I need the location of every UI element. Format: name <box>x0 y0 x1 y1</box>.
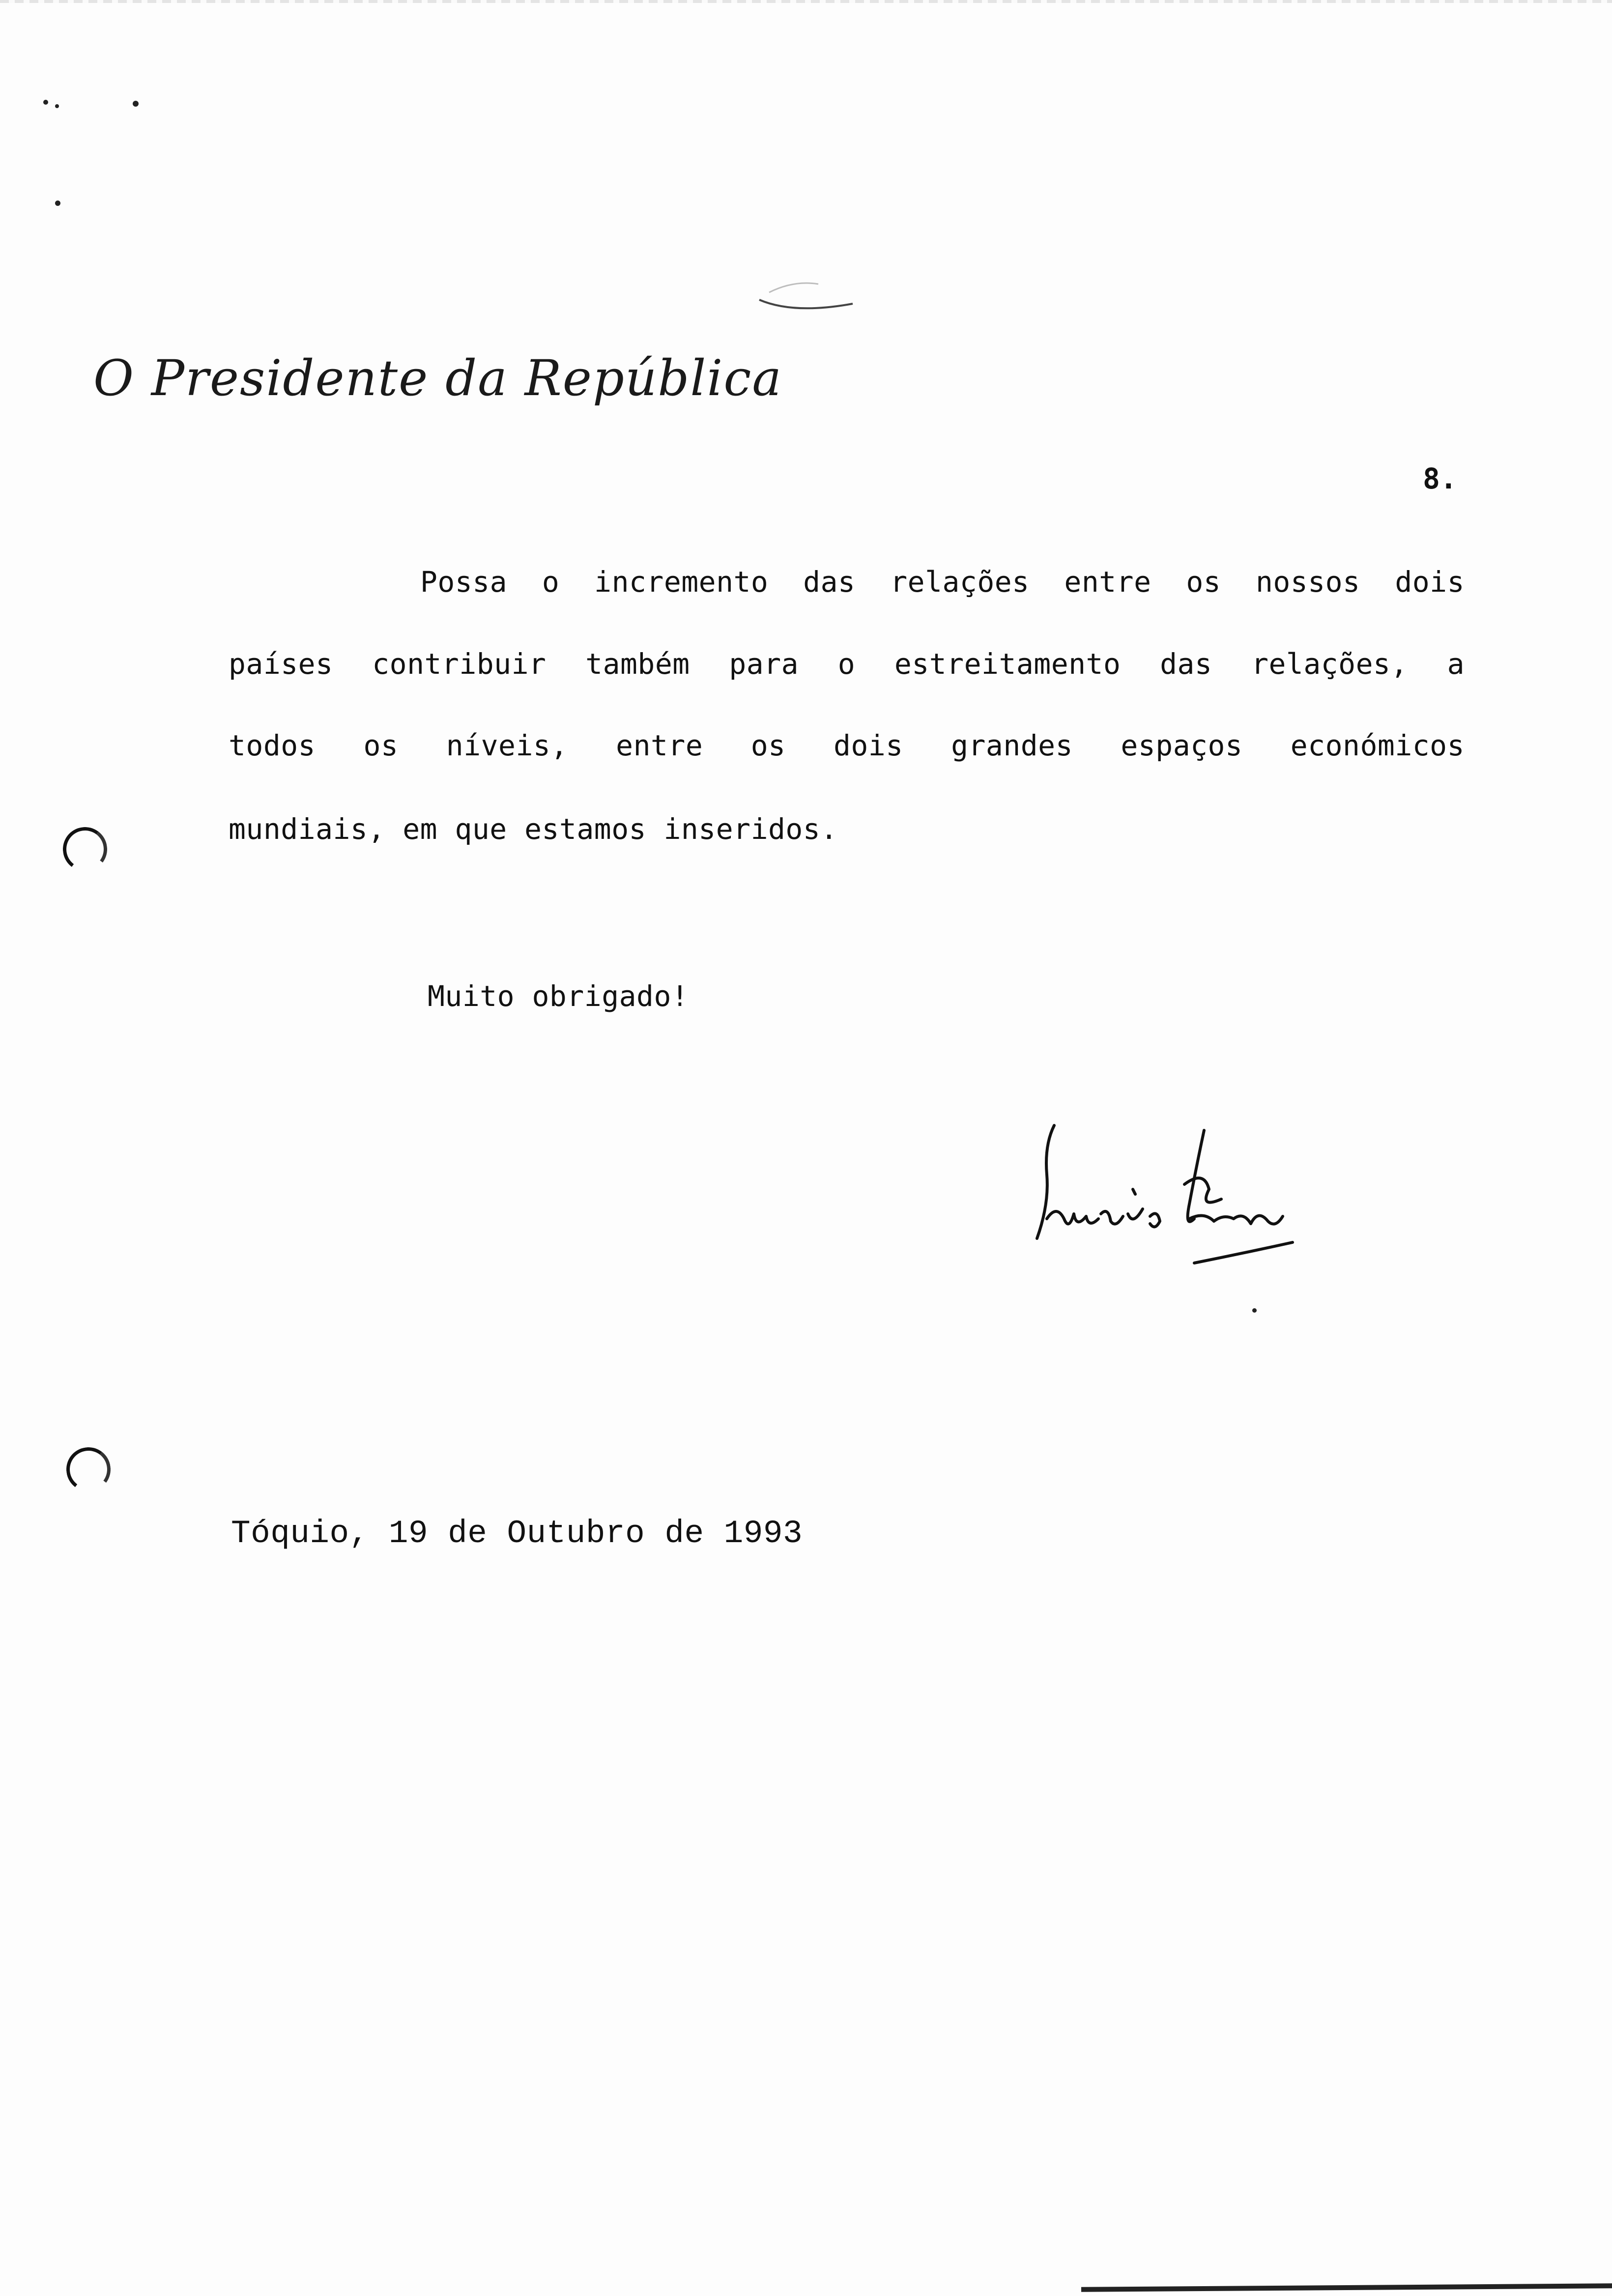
body-line: países contribuir também para o estreitamento das relações, a <box>229 647 1465 681</box>
body-line: todos os níveis, entre os dois grandes espaços económicos <box>229 729 1465 762</box>
dateline: Tóquio, 19 de Outubro de 1993 <box>231 1515 803 1552</box>
scan-speck <box>55 201 60 206</box>
scan-speck <box>1252 1308 1257 1313</box>
punch-hole <box>60 824 110 874</box>
closing-line: Muito obrigado! <box>428 979 689 1013</box>
punch-hole <box>63 1444 114 1494</box>
letterhead-title: O Presidente da República <box>93 349 783 407</box>
scan-speck <box>43 100 48 105</box>
scan-bottom-edge <box>1081 2283 1612 2292</box>
handwritten-signature <box>1027 1116 1302 1292</box>
body-line: mundiais, em que estamos inseridos. <box>229 812 838 846</box>
page-number: 8. <box>1423 462 1457 495</box>
scan-top-edge <box>0 0 1612 3</box>
scan-speck <box>133 101 139 107</box>
body-line: Possa o incremento das relações entre os nossos dois <box>420 565 1465 599</box>
faint-stamp-mark <box>754 265 863 319</box>
scan-speck <box>55 104 59 108</box>
